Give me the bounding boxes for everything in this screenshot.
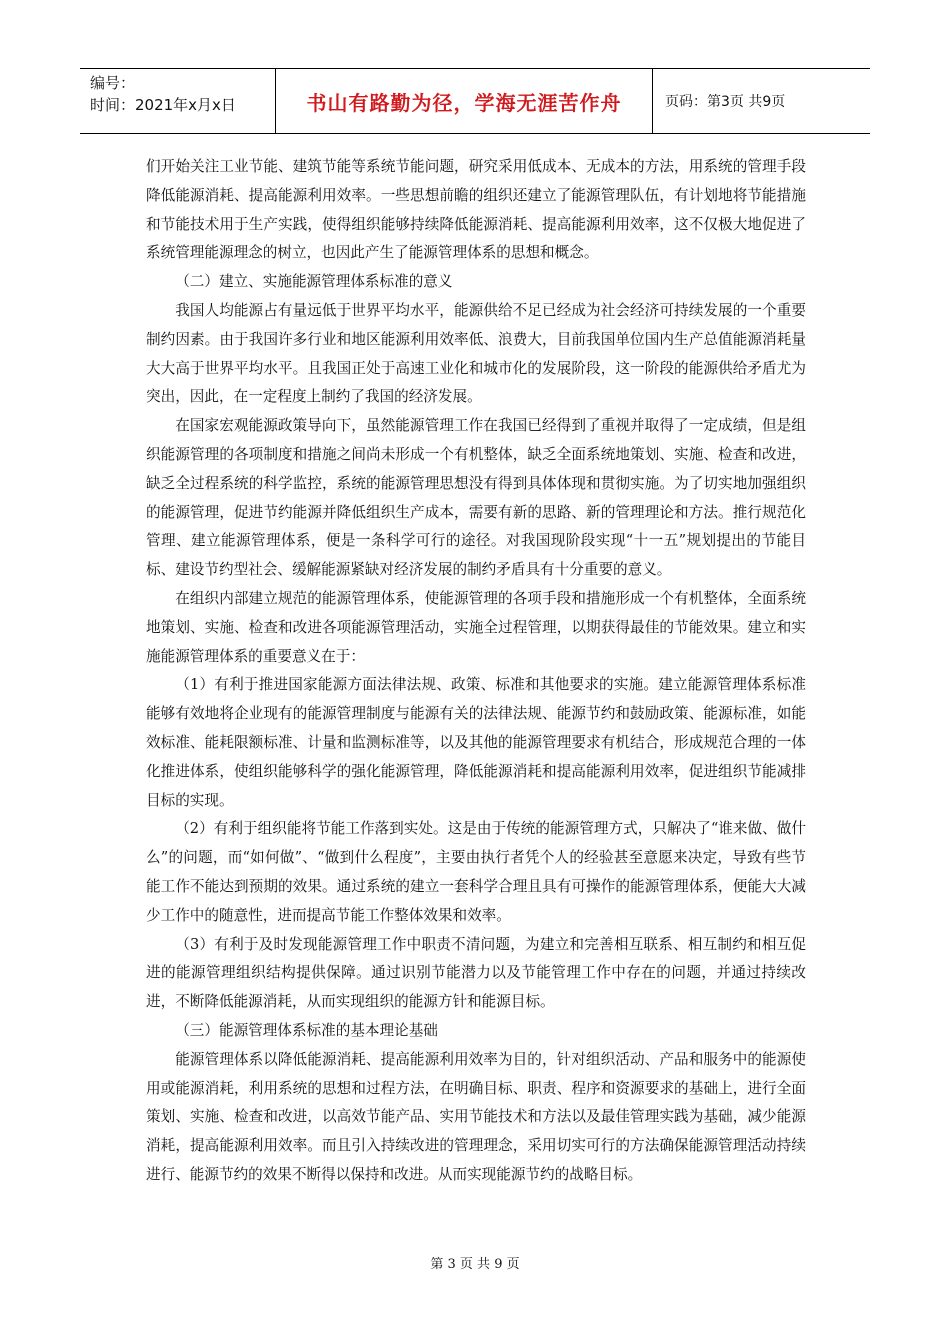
page-header (80, 68, 870, 134)
paragraph: 在国家宏观能源政策导向下，虽然能源管理工作在我国已经得到了重视并取得了一定成绩，但是组织能源管理的各项制度和措施之间尚未形成一个有机整体，缺乏全面系统地策划、实施、检查和改进，缺乏全过程系统的科学监控，系统的能源管理思想没有得到具体体现和贯彻实施。为了切实地加强组织的能源管理，促进节约能源并降低组织生产成本，需要有新的思路、新的管理理论和方法。推行规范化管理、建立能源管理体系，便是一条科学可行的途径。对我国现阶段实现“十一五”规划提出的节能目标、建设节约型社会、缓解能源紧缺对经济发展的制约矛盾具有十分重要的意义。 (146, 417, 806, 579)
header-page-code: 页码：第3页 共9页 (665, 94, 786, 110)
header-meta (80, 69, 276, 133)
time-label: 时间：2021年x月x日 (90, 96, 236, 114)
header-motto: 书山有路勤为径，学海无涯苦作舟 (276, 69, 653, 133)
paragraph: 能源管理体系以降低能源消耗、提高能源利用效率为目的，针对组织活动、产品和服务中的能源使用或能源消耗，利用系统的思想和过程方法，在明确目标、职责、程序和资源要求的基础上，进行全面策划、实施、检查和改进，以高效节能产品、实用节能技术和方法以及最佳管理实践为基础，减少能源消耗，提高能源利用效率。而且引入持续改进的管理理念，采用切实可行的方法确保能源管理活动持续进行、能源节约的效果不断得以保持和改进。从而实现能源节约的战略目标。 (146, 1050, 806, 1183)
list-item-1: （1）有利于推进国家能源方面法律法规、政策、标准和其他要求的实施。建立能源管理体系标准能够有效地将企业现有的能源管理制度与能源有关的法律法规、能源节约和鼓励政策、能源标准，如能效标准、能耗限额标准、计量和监测标准等，以及其他的能源管理要求有机结合，形成规范合理的一体化推进体系，使组织能够科学的强化能源管理，降低能源消耗和提高能源利用效率，促进组织节能减排目标的实现。 (146, 676, 806, 809)
page-footer: 第 3 页 共 9 页 (430, 1257, 520, 1272)
section-heading-3: （三）能源管理体系标准的基本理论基础 (175, 1021, 438, 1039)
list-item-2: （2）有利于组织能将节能工作落到实处。这是由于传统的能源管理方式，只解决了“谁来做、做什么”的问题，而“如何做”、“做到什么程度”，主要由执行者凭个人的经验甚至意愿来决定，导致有些节能工作不能达到预期的效果。通过系统的建立一套科学合理且具有可操作的能源管理体系，便能大大减少工作中的随意性，进而提高节能工作整体效果和效率。 (146, 820, 806, 924)
paragraph-continuation: 们开始关注工业节能、建筑节能等系统节能问题，研究采用低成本、无成本的方法，用系统的管理手段降低能源消耗、提高能源利用效率。一些思想前瞻的组织还建立了能源管理队伍，有计划地将节能措施和节能技术用于生产实践，使得组织能够持续降低能源消耗、提高能源利用效率，这不仅极大地促进了系统管理能源理念的树立，也因此产生了能源管理体系的思想和概念。 (146, 158, 806, 262)
section-heading-2: （二）建立、实施能源管理体系标准的意义 (175, 273, 453, 291)
number-label: 编号： (90, 74, 136, 92)
list-item-3: （3）有利于及时发现能源管理工作中职责不清问题，为建立和完善相互联系、相互制约和相互促进的能源管理组织结构提供保障。通过识别节能潜力以及节能管理工作中存在的问题，并通过持续改进，不断降低能源消耗，从而实现组织的能源方针和能源目标。 (146, 935, 806, 1011)
paragraph: 在组织内部建立规范的能源管理体系，使能源管理的各项手段和措施形成一个有机整体，全面系统地策划、实施、检查和改进各项能源管理活动，实施全过程管理，以期获得最佳的节能效果。建立和实施能源管理体系的重要意义在于： (146, 589, 806, 665)
document-body (146, 153, 806, 1190)
paragraph: 我国人均能源占有量远低于世界平均水平，能源供给不足已经成为社会经济可持续发展的一个重要制约因素。由于我国许多行业和地区能源利用效率低、浪费大，目前我国单位国内生产总值能源消耗量大大高于世界平均水平。且我国正处于高速工业化和城市化的发展阶段，这一阶段的能源供给矛盾尤为突出，因此，在一定程度上制约了我国的经济发展。 (146, 301, 806, 406)
